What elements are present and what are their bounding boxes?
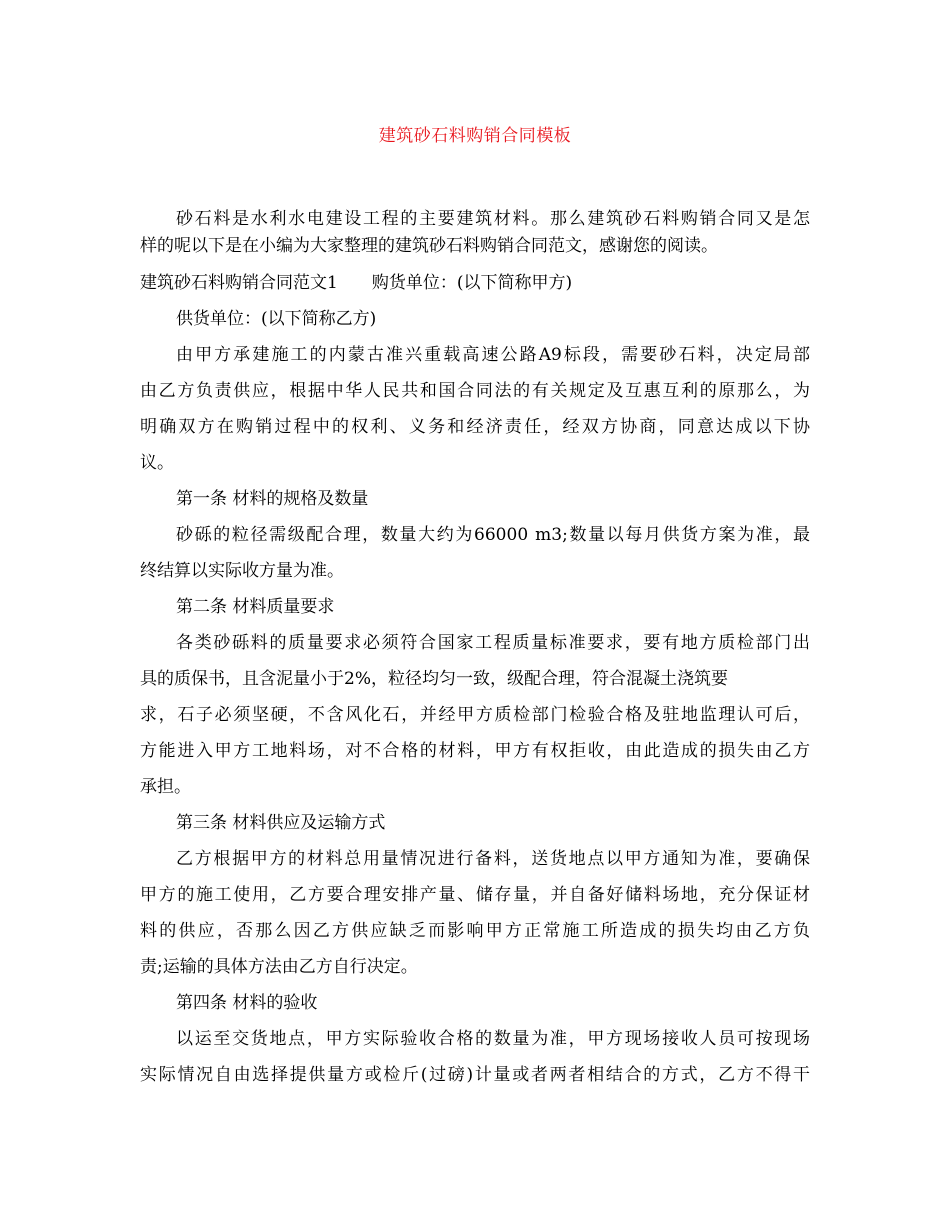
paragraph-line: 砂石料是水利水电建设工程的主要建筑材料。那么建筑砂石料购销合同又是怎 bbox=[176, 209, 810, 229]
paragraph-line: 实际情况自由选择提供量方或检斤(过磅)计量或者两者相结合的方式，乙方不得干 bbox=[140, 1065, 810, 1085]
paragraph-line: 议。 bbox=[140, 453, 174, 473]
paragraph-line: 建筑砂石料购销合同范文1 购货单位：(以下简称甲方) bbox=[140, 273, 573, 293]
paragraph-line: 方能进入甲方工地料场，对不合格的材料，甲方有权拒收，由此造成的损失由乙方 bbox=[140, 741, 810, 761]
paragraph-line: 由甲方承建施工的内蒙古准兴重载高速公路A9标段，需要砂石料，决定局部 bbox=[176, 345, 810, 365]
paragraph-line: 第二条 材料质量要求 bbox=[176, 597, 335, 617]
paragraph-line: 料的供应，否那么因乙方供应缺乏而影响甲方正常施工所造成的损失均由乙方负 bbox=[140, 921, 810, 941]
paragraph-line: 明确双方在购销过程中的权利、义务和经济责任，经双方协商，同意达成以下协 bbox=[140, 417, 810, 437]
paragraph-line: 责;运输的具体方法由乙方自行决定。 bbox=[140, 957, 418, 977]
paragraph-line: 样的呢以下是在小编为大家整理的建筑砂石料购销合同范文，感谢您的阅读。 bbox=[140, 236, 718, 256]
paragraph-line: 具的质保书，且含泥量小于2%，粒径均匀一致，级配合理，符合混凝土浇筑要 bbox=[140, 669, 728, 689]
paragraph-line: 第三条 材料供应及运输方式 bbox=[176, 813, 386, 833]
paragraph-line: 求，石子必须坚硬，不含风化石，并经甲方质检部门检验合格及驻地监理认可后， bbox=[140, 705, 810, 725]
paragraph-line: 第四条 材料的验收 bbox=[176, 993, 318, 1013]
paragraph-line: 砂砾的粒径需级配合理，数量大约为66000 m3;数量以每月供货方案为准，最 bbox=[176, 525, 810, 545]
paragraph-line: 由乙方负责供应，根据中华人民共和国合同法的有关规定及互惠互利的原那么，为 bbox=[140, 381, 810, 401]
paragraph-line: 终结算以实际收方量为准。 bbox=[140, 561, 344, 581]
document-title: 建筑砂石料购销合同模板 bbox=[378, 126, 572, 146]
paragraph-line: 以运至交货地点，甲方实际验收合格的数量为准，甲方现场接收人员可按现场 bbox=[176, 1029, 810, 1049]
paragraph-line: 甲方的施工使用，乙方要合理安排产量、储存量，并自备好储料场地，充分保证材 bbox=[140, 885, 810, 905]
paragraph-line: 第一条 材料的规格及数量 bbox=[176, 489, 369, 509]
paragraph-line: 乙方根据甲方的材料总用量情况进行备料，送货地点以甲方通知为准，要确保 bbox=[176, 849, 810, 869]
paragraph-line: 供货单位：(以下简称乙方) bbox=[176, 309, 377, 329]
paragraph-line: 各类砂砾料的质量要求必须符合国家工程质量标准要求，要有地方质检部门出 bbox=[176, 633, 810, 653]
paragraph-line: 承担。 bbox=[140, 777, 191, 797]
